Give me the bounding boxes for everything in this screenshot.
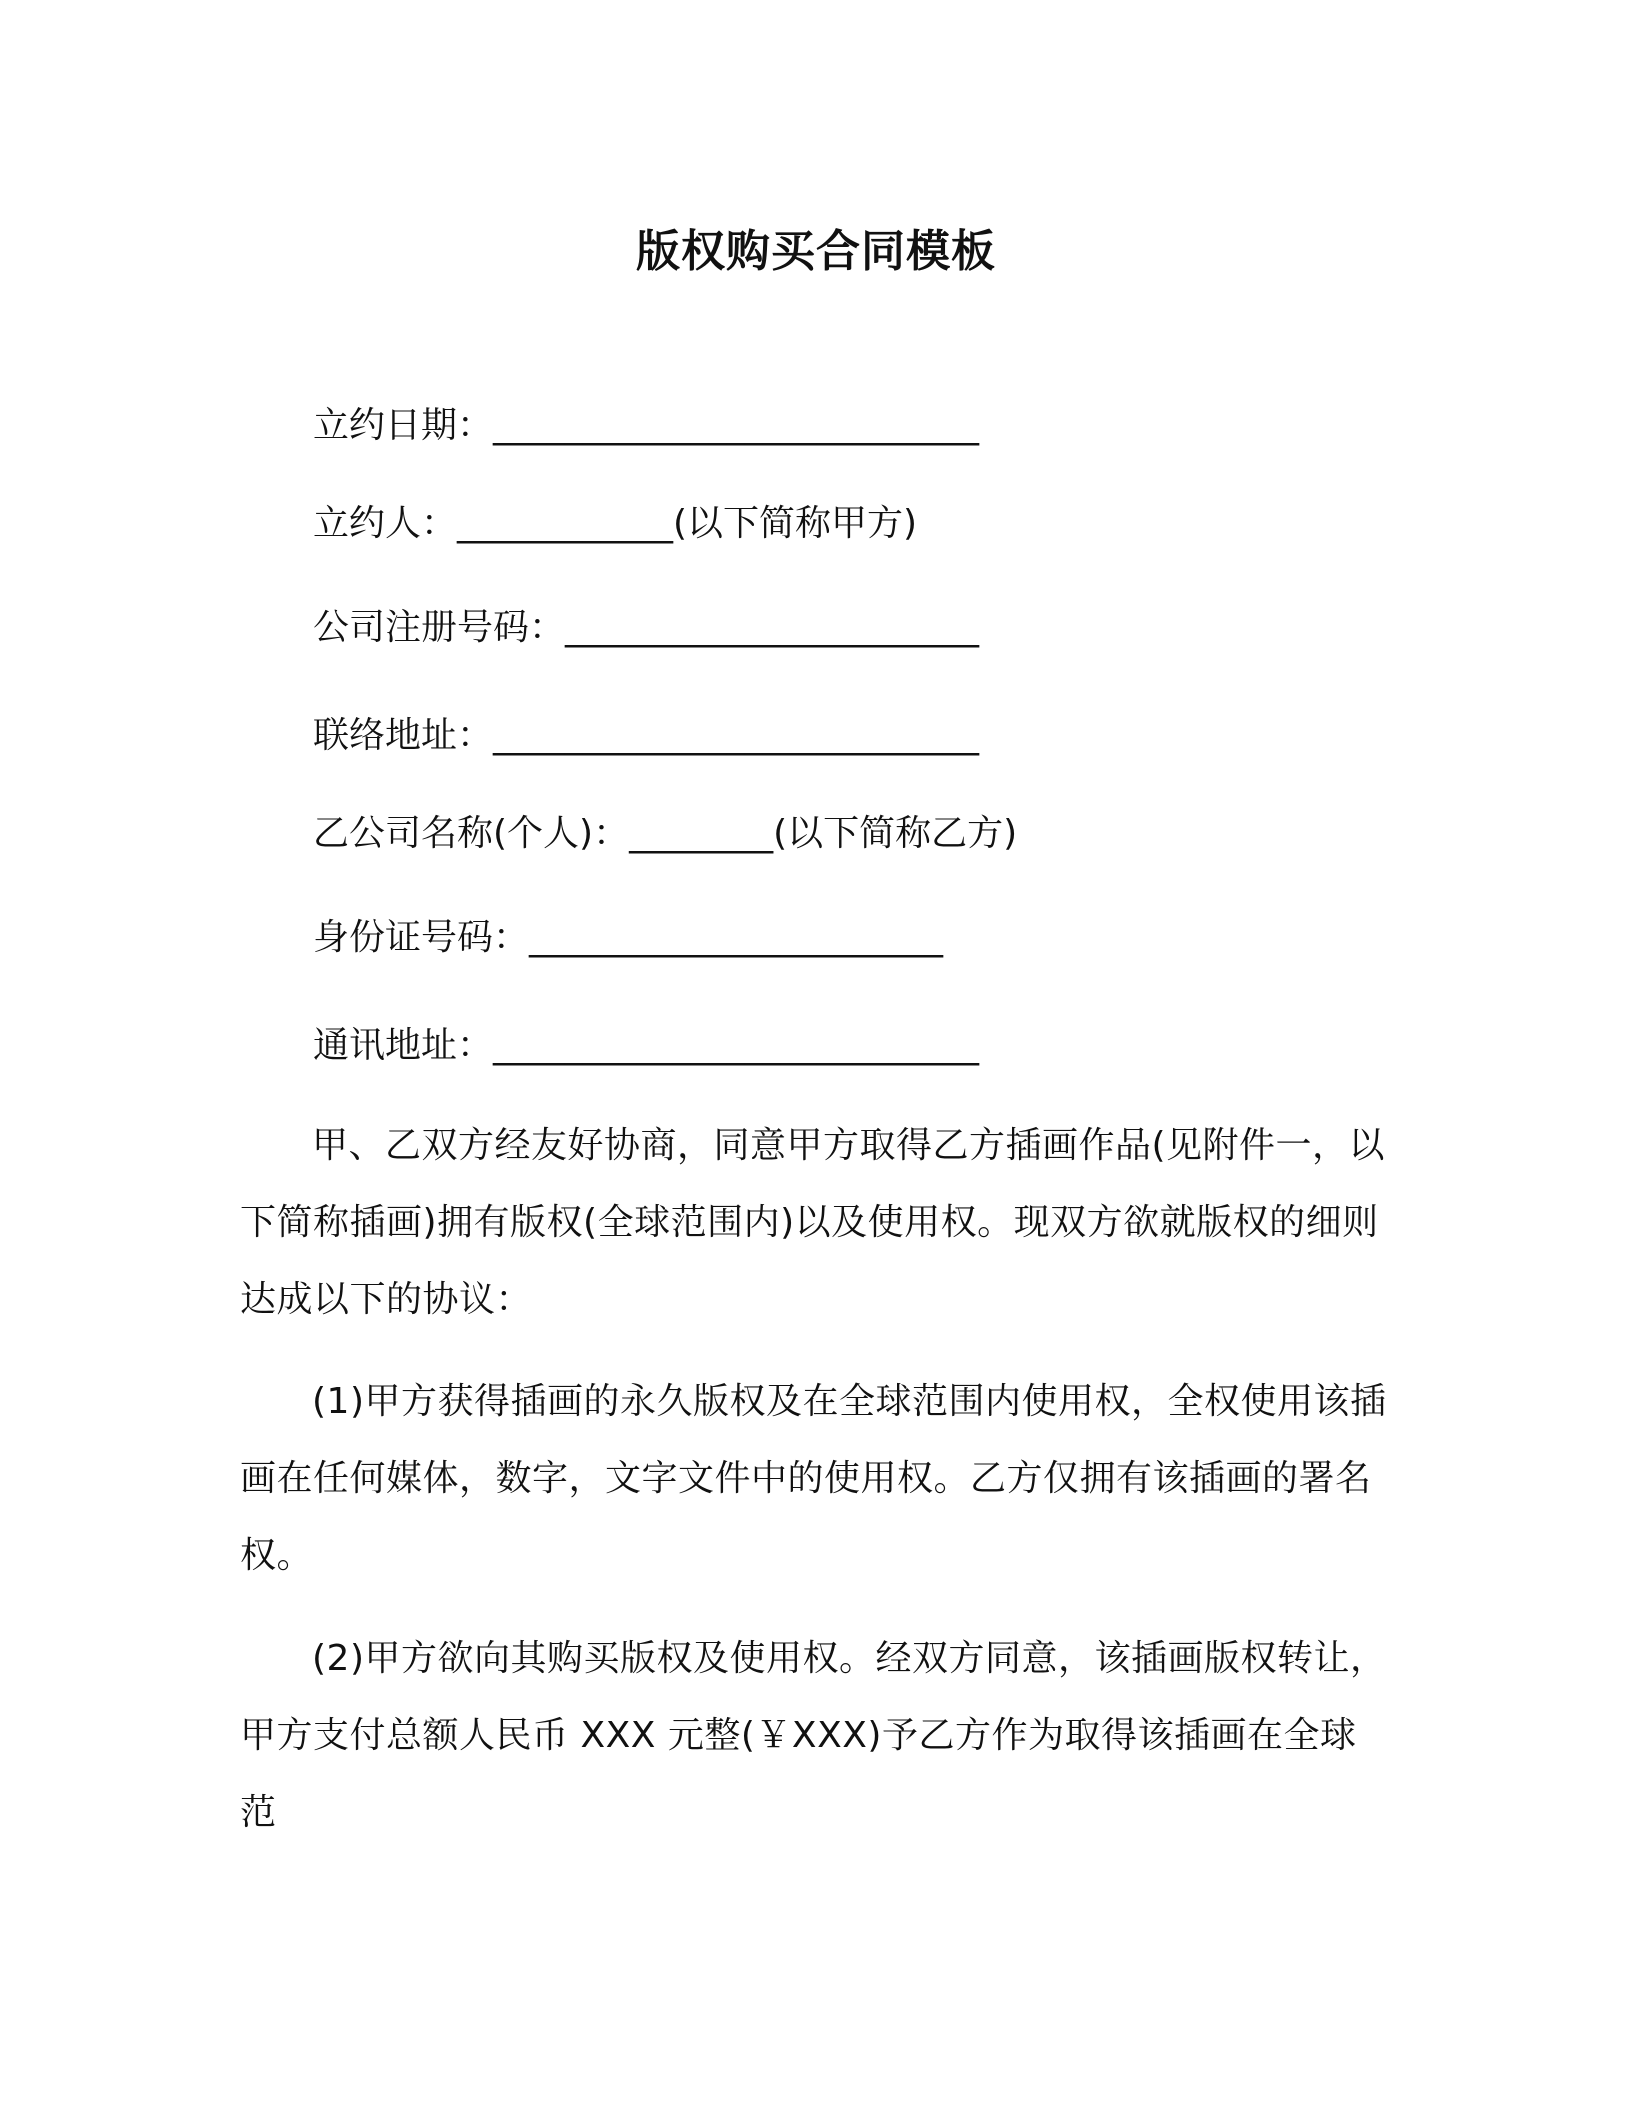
field-label: 立约日期： — [313, 405, 494, 446]
document-title: 版权购买合同模板 — [636, 226, 996, 277]
field-label: 通讯地址： — [313, 1025, 494, 1066]
field-id-number — [313, 914, 943, 962]
field-label: 身份证号码： — [313, 917, 530, 958]
paragraph-clause-2: (2)甲方欲向其购买版权及使用权。经双方同意，该插画版权转让，甲方支付总额人民币 XXX 元整(￥XXX)予乙方作为取得该插画在全球范 — [240, 1638, 1387, 1833]
field-blank: ___________________________ — [493, 715, 980, 756]
field-label: 乙公司名称(个人)： — [313, 813, 630, 854]
field-blank: ___________________________ — [493, 1025, 980, 1066]
field-label: 立约人： — [313, 503, 458, 544]
field-signing-date — [313, 402, 979, 450]
field-blank: ___________________________ — [493, 405, 980, 446]
field-company-registration — [313, 604, 979, 652]
field-contact-address — [313, 712, 979, 760]
field-party-b — [313, 810, 1017, 858]
field-blank: ____________(以下简称甲方) — [457, 503, 918, 544]
field-label: 公司注册号码： — [313, 607, 566, 648]
field-party-a — [313, 500, 917, 548]
field-mailing-address — [313, 1022, 979, 1070]
field-blank: ________(以下简称乙方) — [629, 813, 1018, 854]
field-label: 联络地址： — [313, 715, 494, 756]
field-blank: _______________________ — [529, 917, 944, 958]
paragraph-intro: 甲、乙双方经友好协商，同意甲方取得乙方插画作品(见附件一，以下简称插画)拥有版权(全球范围内)以及使用权。现双方欲就版权的细则达成以下的协议： — [240, 1125, 1386, 1320]
paragraph-clause-1: (1)甲方获得插画的永久版权及在全球范围内使用权，全权使用该插画在任何媒体，数字，文字文件中的使用权。乙方仅拥有该插画的署名权。 — [240, 1381, 1387, 1576]
field-blank: _______________________ — [565, 607, 980, 648]
